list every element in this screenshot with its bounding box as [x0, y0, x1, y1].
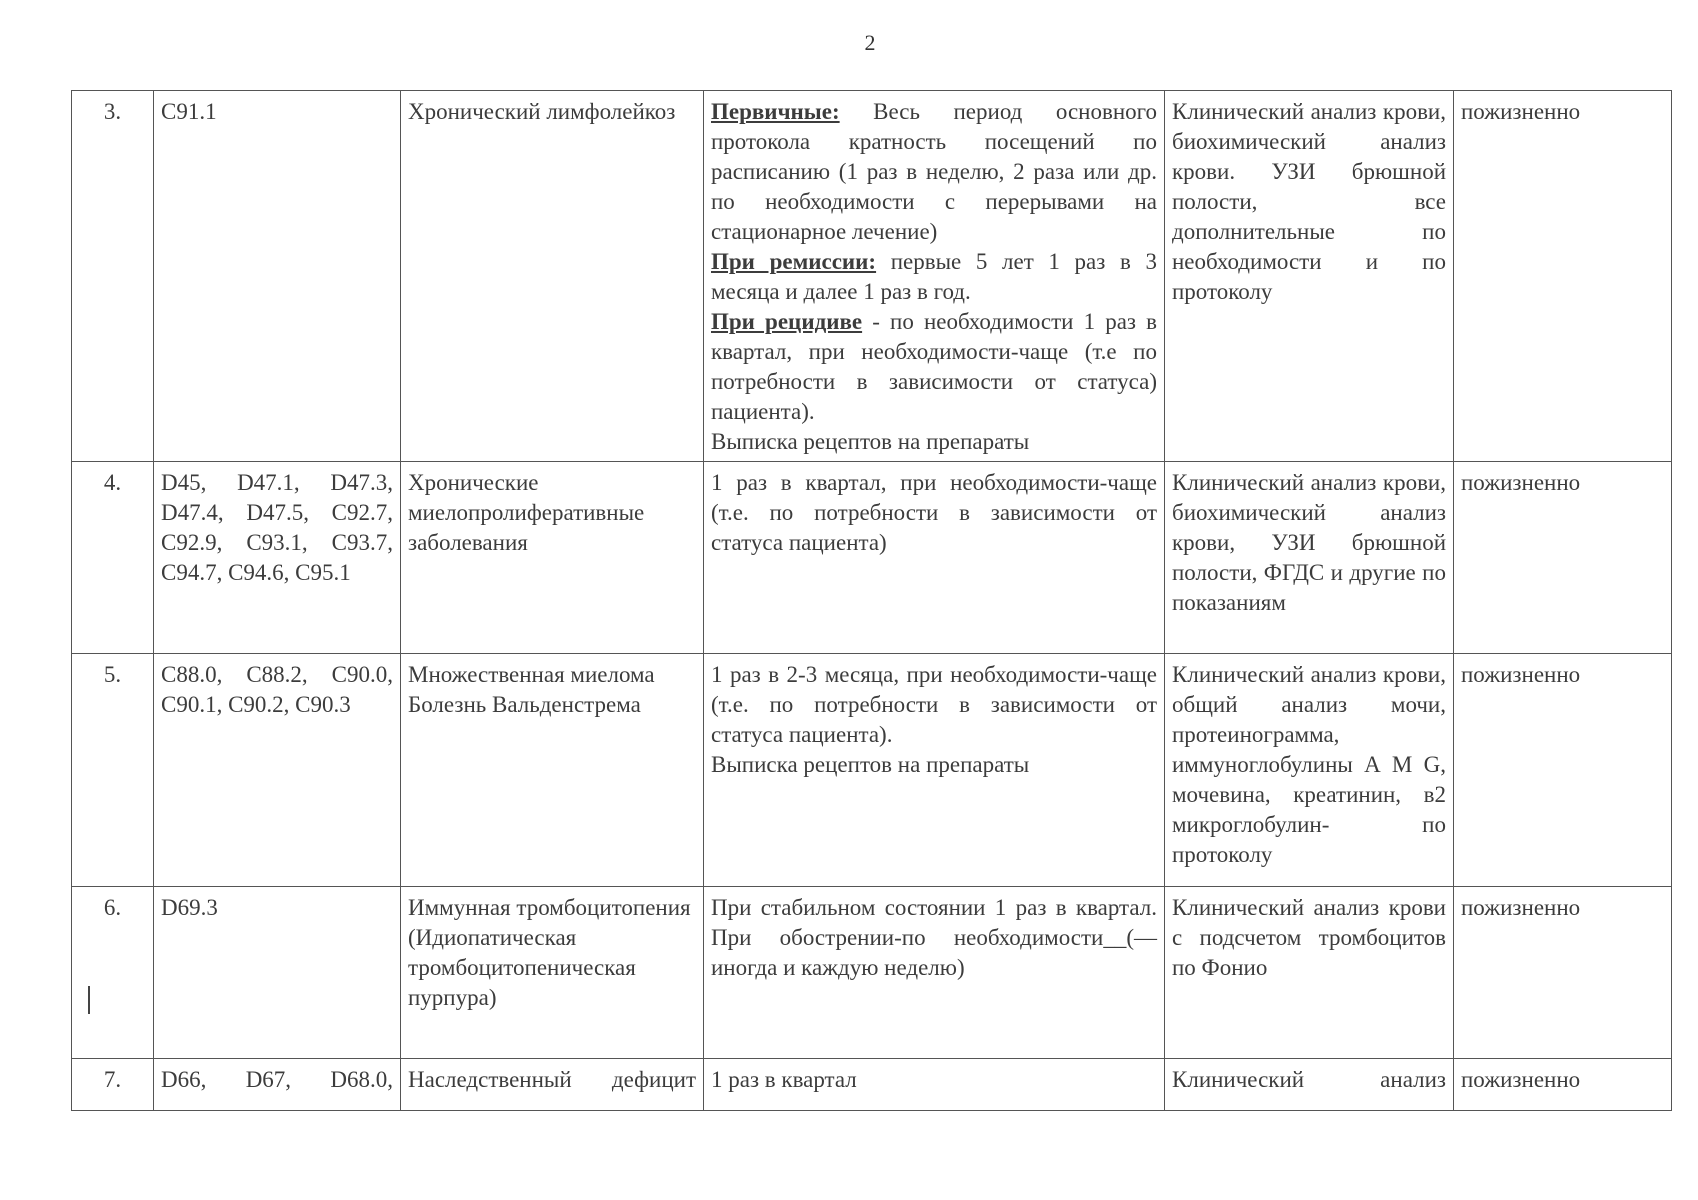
diagnosis-text: Наследственный дефицит: [408, 1067, 696, 1092]
row-number: 3.: [72, 91, 154, 462]
table-row: [72, 462, 1672, 654]
primary-label: Первичные:: [711, 99, 840, 124]
icd-codes: C88.0, C88.2, C90.0, C90.1, C90.2, C90.3: [154, 654, 401, 887]
clinical-observation-table: [71, 90, 1672, 1111]
table-row: [72, 91, 1672, 462]
observation-term: пожизненно: [1454, 91, 1672, 462]
page-number: 2: [864, 30, 876, 55]
diagnosis-line: Болезнь Вальденстрема: [408, 692, 641, 717]
observation-term: пожизненно: [1454, 887, 1672, 1059]
diagnosis-name: Хронические миелопролиферативные заболевания: [401, 462, 704, 654]
visit-frequency: [704, 654, 1165, 887]
visit-frequency: 1 раз в квартал: [704, 1059, 1165, 1111]
row-number: 7.: [72, 1059, 154, 1111]
frequency-text: 1 раз в 2-3 месяца, при необходимости-чаще (т.е. по потребности в зависимости от статуса пациента).: [711, 662, 1157, 747]
examinations: Клинический анализ крови с подсчетом тромбоцитов по Фонио: [1165, 887, 1454, 1059]
examinations: Клинический анализ крови, биохимический анализ крови. УЗИ брюшной полости, все дополнительные по необходимости и по протоколу: [1165, 91, 1454, 462]
observation-term: пожизненно: [1454, 1059, 1672, 1111]
examinations: Клинический анализ крови, биохимический анализ крови, УЗИ брюшной полости, ФГДС и другие по показаниям: [1165, 462, 1454, 654]
diagnosis-name: Хронический лимфолейкоз: [401, 91, 704, 462]
row-number: 5.: [72, 654, 154, 887]
diagnosis-name: Иммунная тромбоцитопения (Идиопатическая тромбоцитопеническая пурпура): [401, 887, 704, 1059]
observation-term: пожизненно: [1454, 654, 1672, 887]
diagnosis-name: [401, 1059, 704, 1111]
row-number: 6.: [72, 887, 154, 1059]
icd-codes: D45, D47.1, D47.3, D47.4, D47.5, C92.7, C92.9, C93.1, C93.7, C94.7, C94.6, C95.1: [154, 462, 401, 654]
row-number: 4.: [72, 462, 154, 654]
visit-frequency: При стабильном состоянии 1 раз в квартал. При обострении-по необходимости__(—иногда и каждую неделю): [704, 887, 1165, 1059]
margin-mark: [88, 986, 90, 1014]
table-row: [72, 887, 1672, 1059]
diagnosis-name: [401, 654, 704, 887]
remission-text: первые 5 лет 1 раз в 3 месяца и далее 1 раз в год.: [711, 249, 1157, 304]
recipes-text: Выписка рецептов на препараты: [711, 429, 1030, 454]
icd-codes-text: D66, D67, D68.0,: [161, 1067, 393, 1092]
visit-frequency: [704, 91, 1165, 462]
recipes-text: Выписка рецептов на препараты: [711, 752, 1030, 777]
table-row: [72, 654, 1672, 887]
visit-frequency: 1 раз в квартал, при необходимости-чаще (т.е. по потребности в зависимости от статуса пациента): [704, 462, 1165, 654]
observation-term: пожизненно: [1454, 462, 1672, 654]
remission-label: При ремиссии:: [711, 249, 877, 274]
primary-text: Весь период основного протокола кратность посещений по расписанию (1 раз в неделю, 2 раза или др. по необходимости с перерывами на стационарное лечение): [711, 99, 1158, 244]
icd-codes: D69.3: [154, 887, 401, 1059]
examinations-text: Клинический анализ: [1172, 1067, 1446, 1092]
relapse-text: - по необходимости 1 раз в квартал, при необходимости-чаще (т.е по потребности в зависимости от статуса) пациента).: [711, 309, 1158, 424]
diagnosis-line: Множественная миелома: [408, 662, 655, 687]
examinations: Клинический анализ крови, общий анализ мочи, протеинограмма, иммуноглобулины А М G, мочевина, креатинин, в2 микроглобулин- по протоколу: [1165, 654, 1454, 887]
table-row: [72, 1059, 1672, 1111]
examinations: [1165, 1059, 1454, 1111]
relapse-label: При рецидиве: [711, 309, 863, 334]
icd-codes: [154, 1059, 401, 1111]
icd-codes: C91.1: [154, 91, 401, 462]
